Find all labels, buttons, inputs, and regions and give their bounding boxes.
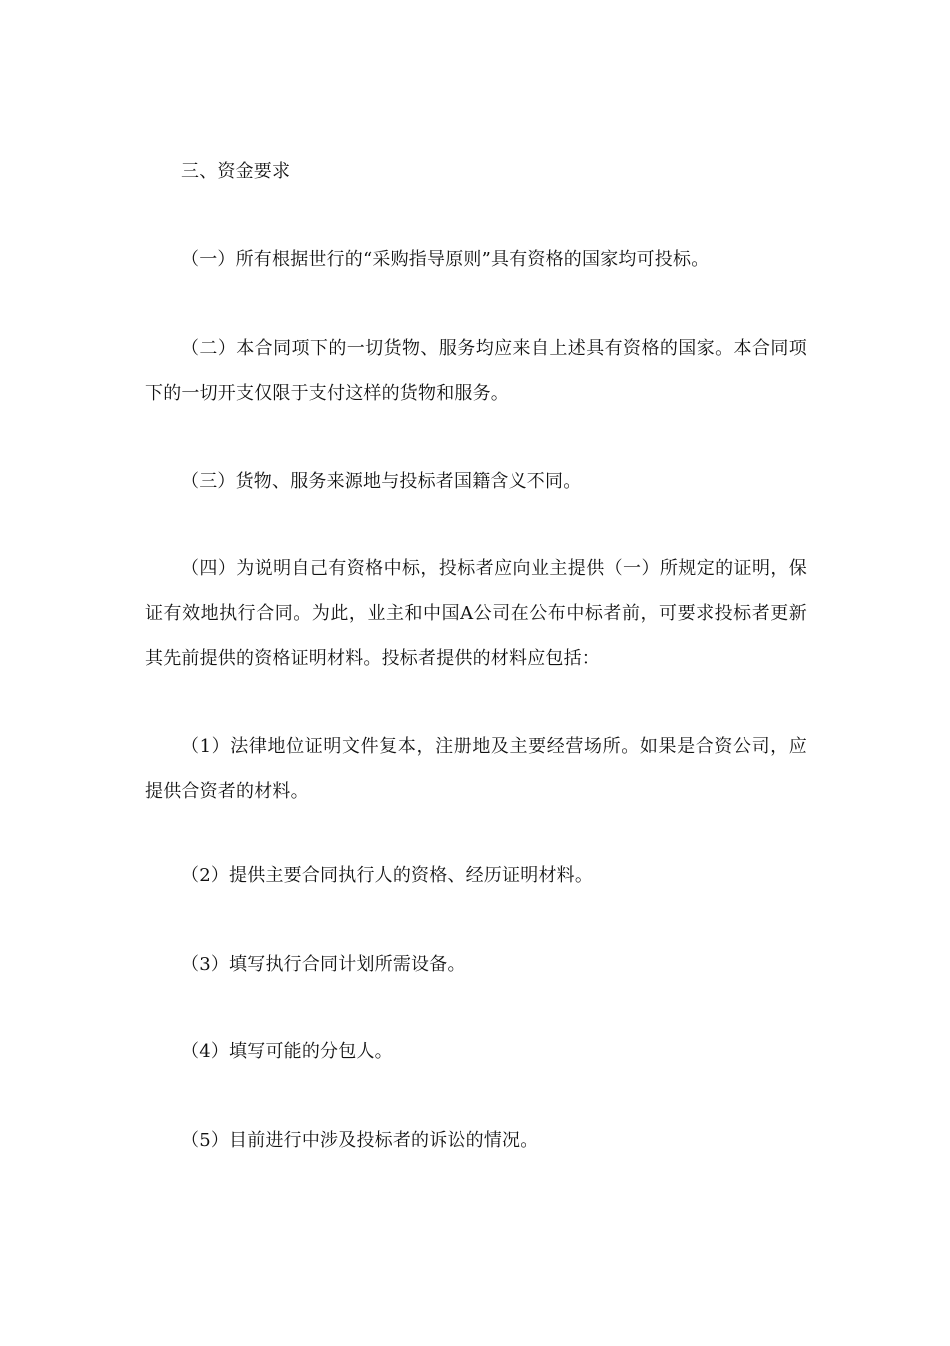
list-item-1: （1）法律地位证明文件复本，注册地及主要经营场所。如果是合资公司，应提供合资者的材料。 — [145, 736, 807, 802]
list-item-5: （5）目前进行中涉及投标者的诉讼的情况。 — [181, 1130, 539, 1151]
list-item-3: （3）填写执行合同计划所需设备。 — [181, 954, 466, 975]
paragraph-4: （四）为说明自己有资格中标，投标者应向业主提供（一）所规定的证明，保证有效地执行合同。为此，业主和中国A公司在公布中标者前，可要求投标者更新其先前提供的资格证明材料。投标者提供的材料应包括： — [145, 558, 807, 669]
section-heading: 三、资金要求 — [181, 161, 291, 182]
list-item-2: （2）提供主要合同执行人的资格、经历证明材料。 — [181, 865, 594, 886]
paragraph-3: （三）货物、服务来源地与投标者国籍含义不同。 — [181, 471, 582, 492]
paragraph-2: （二）本合同项下的一切货物、服务均应来自上述具有资格的国家。本合同项下的一切开支仅限于支付这样的货物和服务。 — [145, 338, 807, 404]
list-item-4: （4）填写可能的分包人。 — [181, 1041, 393, 1062]
paragraph-1: （一）所有根据世行的“采购指导原则”具有资格的国家均可投标。 — [181, 249, 710, 270]
